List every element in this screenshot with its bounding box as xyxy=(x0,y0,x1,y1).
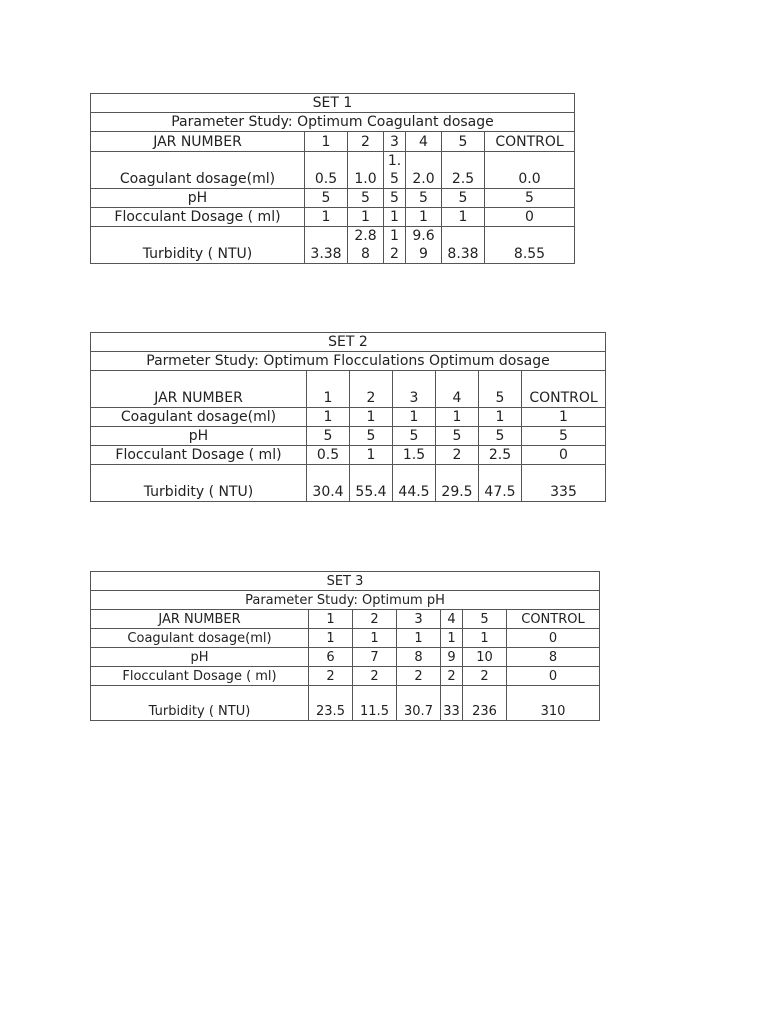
cell: 9 xyxy=(441,648,463,667)
row-label: Coagulant dosage(ml) xyxy=(91,629,309,648)
cell: 11.5 xyxy=(353,686,397,721)
cell: 1 xyxy=(350,446,393,465)
cell: 2 xyxy=(436,446,479,465)
cell: 1 xyxy=(305,208,348,227)
cell: 8 xyxy=(397,648,441,667)
cell: 5 xyxy=(442,132,485,152)
cell: 1 xyxy=(442,208,485,227)
row-label: Flocculant Dosage ( ml) xyxy=(91,446,307,465)
row-label: JAR NUMBER xyxy=(91,371,307,408)
cell: 2 xyxy=(353,610,397,629)
cell: 1 xyxy=(436,408,479,427)
cell: 2.0 xyxy=(406,152,442,189)
cell: 5 xyxy=(350,427,393,446)
cell: 1.5 xyxy=(393,446,436,465)
cell: 10 xyxy=(463,648,507,667)
cell: 12 xyxy=(384,227,406,264)
cell: 310 xyxy=(507,686,600,721)
cell: 29.5 xyxy=(436,465,479,502)
cell: CONTROL xyxy=(507,610,600,629)
cell: 1 xyxy=(463,629,507,648)
cell: 1 xyxy=(353,629,397,648)
row-label: Coagulant dosage(ml) xyxy=(91,152,305,189)
cell: 44.5 xyxy=(393,465,436,502)
cell: 5 xyxy=(307,427,350,446)
cell: 2 xyxy=(350,371,393,408)
row-label: pH xyxy=(91,648,309,667)
cell: 30.4 xyxy=(307,465,350,502)
cell: 236 xyxy=(463,686,507,721)
cell: 2 xyxy=(353,667,397,686)
row-label: pH xyxy=(91,427,307,446)
set-2-table xyxy=(90,332,606,502)
cell: 5 xyxy=(393,427,436,446)
cell: CONTROL xyxy=(485,132,575,152)
set-subtitle: Parameter Study: Optimum pH xyxy=(91,591,600,610)
cell: 1 xyxy=(307,371,350,408)
row-label: Flocculant Dosage ( ml) xyxy=(91,208,305,227)
cell: 2 xyxy=(348,132,384,152)
row-label: Turbidity ( NTU) xyxy=(91,465,307,502)
cell: 3 xyxy=(384,132,406,152)
cell: 8.55 xyxy=(485,227,575,264)
row-label: pH xyxy=(91,189,305,208)
cell: 2 xyxy=(397,667,441,686)
cell: 6 xyxy=(309,648,353,667)
cell: 1.0 xyxy=(348,152,384,189)
cell: 30.7 xyxy=(397,686,441,721)
set-subtitle: Parmeter Study: Optimum Flocculations Optimum dosage xyxy=(91,352,606,371)
cell: 33 xyxy=(441,686,463,721)
set-subtitle: Parameter Study: Optimum Coagulant dosage xyxy=(91,113,575,132)
cell: 5 xyxy=(463,610,507,629)
cell: 2 xyxy=(463,667,507,686)
cell: 5 xyxy=(522,427,606,446)
cell: 23.5 xyxy=(309,686,353,721)
cell: 1 xyxy=(307,408,350,427)
cell: 0 xyxy=(485,208,575,227)
row-label: JAR NUMBER xyxy=(91,132,305,152)
cell: 4 xyxy=(406,132,442,152)
set-title: SET 2 xyxy=(91,333,606,352)
cell: 335 xyxy=(522,465,606,502)
cell: 2.5 xyxy=(442,152,485,189)
cell: 55.4 xyxy=(350,465,393,502)
cell: 2 xyxy=(309,667,353,686)
cell: 5 xyxy=(485,189,575,208)
cell: 0 xyxy=(522,446,606,465)
cell: 1 xyxy=(305,132,348,152)
cell: 4 xyxy=(441,610,463,629)
cell: 3 xyxy=(397,610,441,629)
cell: 2 xyxy=(441,667,463,686)
cell: 2.5 xyxy=(479,446,522,465)
row-label: JAR NUMBER xyxy=(91,610,309,629)
cell: 8 xyxy=(507,648,600,667)
cell: 0.5 xyxy=(307,446,350,465)
cell: CONTROL xyxy=(522,371,606,408)
row-label: Turbidity ( NTU) xyxy=(91,227,305,264)
cell: 1.5 xyxy=(384,152,406,189)
cell: 2.88 xyxy=(348,227,384,264)
row-label: Turbidity ( NTU) xyxy=(91,686,309,721)
cell: 1 xyxy=(397,629,441,648)
row-label: Flocculant Dosage ( ml) xyxy=(91,667,309,686)
cell: 0 xyxy=(507,667,600,686)
cell: 0 xyxy=(507,629,600,648)
cell: 1 xyxy=(479,408,522,427)
cell: 8.38 xyxy=(442,227,485,264)
cell: 5 xyxy=(384,189,406,208)
cell: 1 xyxy=(441,629,463,648)
cell: 1 xyxy=(393,408,436,427)
cell: 1 xyxy=(309,610,353,629)
cell: 1 xyxy=(348,208,384,227)
row-label: Coagulant dosage(ml) xyxy=(91,408,307,427)
cell: 5 xyxy=(442,189,485,208)
cell: 9.69 xyxy=(406,227,442,264)
cell: 47.5 xyxy=(479,465,522,502)
cell: 5 xyxy=(479,371,522,408)
cell: 1 xyxy=(522,408,606,427)
cell: 7 xyxy=(353,648,397,667)
cell: 1 xyxy=(406,208,442,227)
cell: 3 xyxy=(393,371,436,408)
cell: 4 xyxy=(436,371,479,408)
cell: 5 xyxy=(348,189,384,208)
cell: 5 xyxy=(479,427,522,446)
cell: 1 xyxy=(384,208,406,227)
cell: 5 xyxy=(406,189,442,208)
cell: 0.5 xyxy=(305,152,348,189)
set-1-table xyxy=(90,93,575,264)
cell: 0.0 xyxy=(485,152,575,189)
cell: 1 xyxy=(309,629,353,648)
cell: 5 xyxy=(305,189,348,208)
set-3-table xyxy=(90,571,600,721)
cell: 5 xyxy=(436,427,479,446)
cell: 1 xyxy=(350,408,393,427)
set-title: SET 3 xyxy=(91,572,600,591)
set-title: SET 1 xyxy=(91,94,575,113)
cell: 3.38 xyxy=(305,227,348,264)
